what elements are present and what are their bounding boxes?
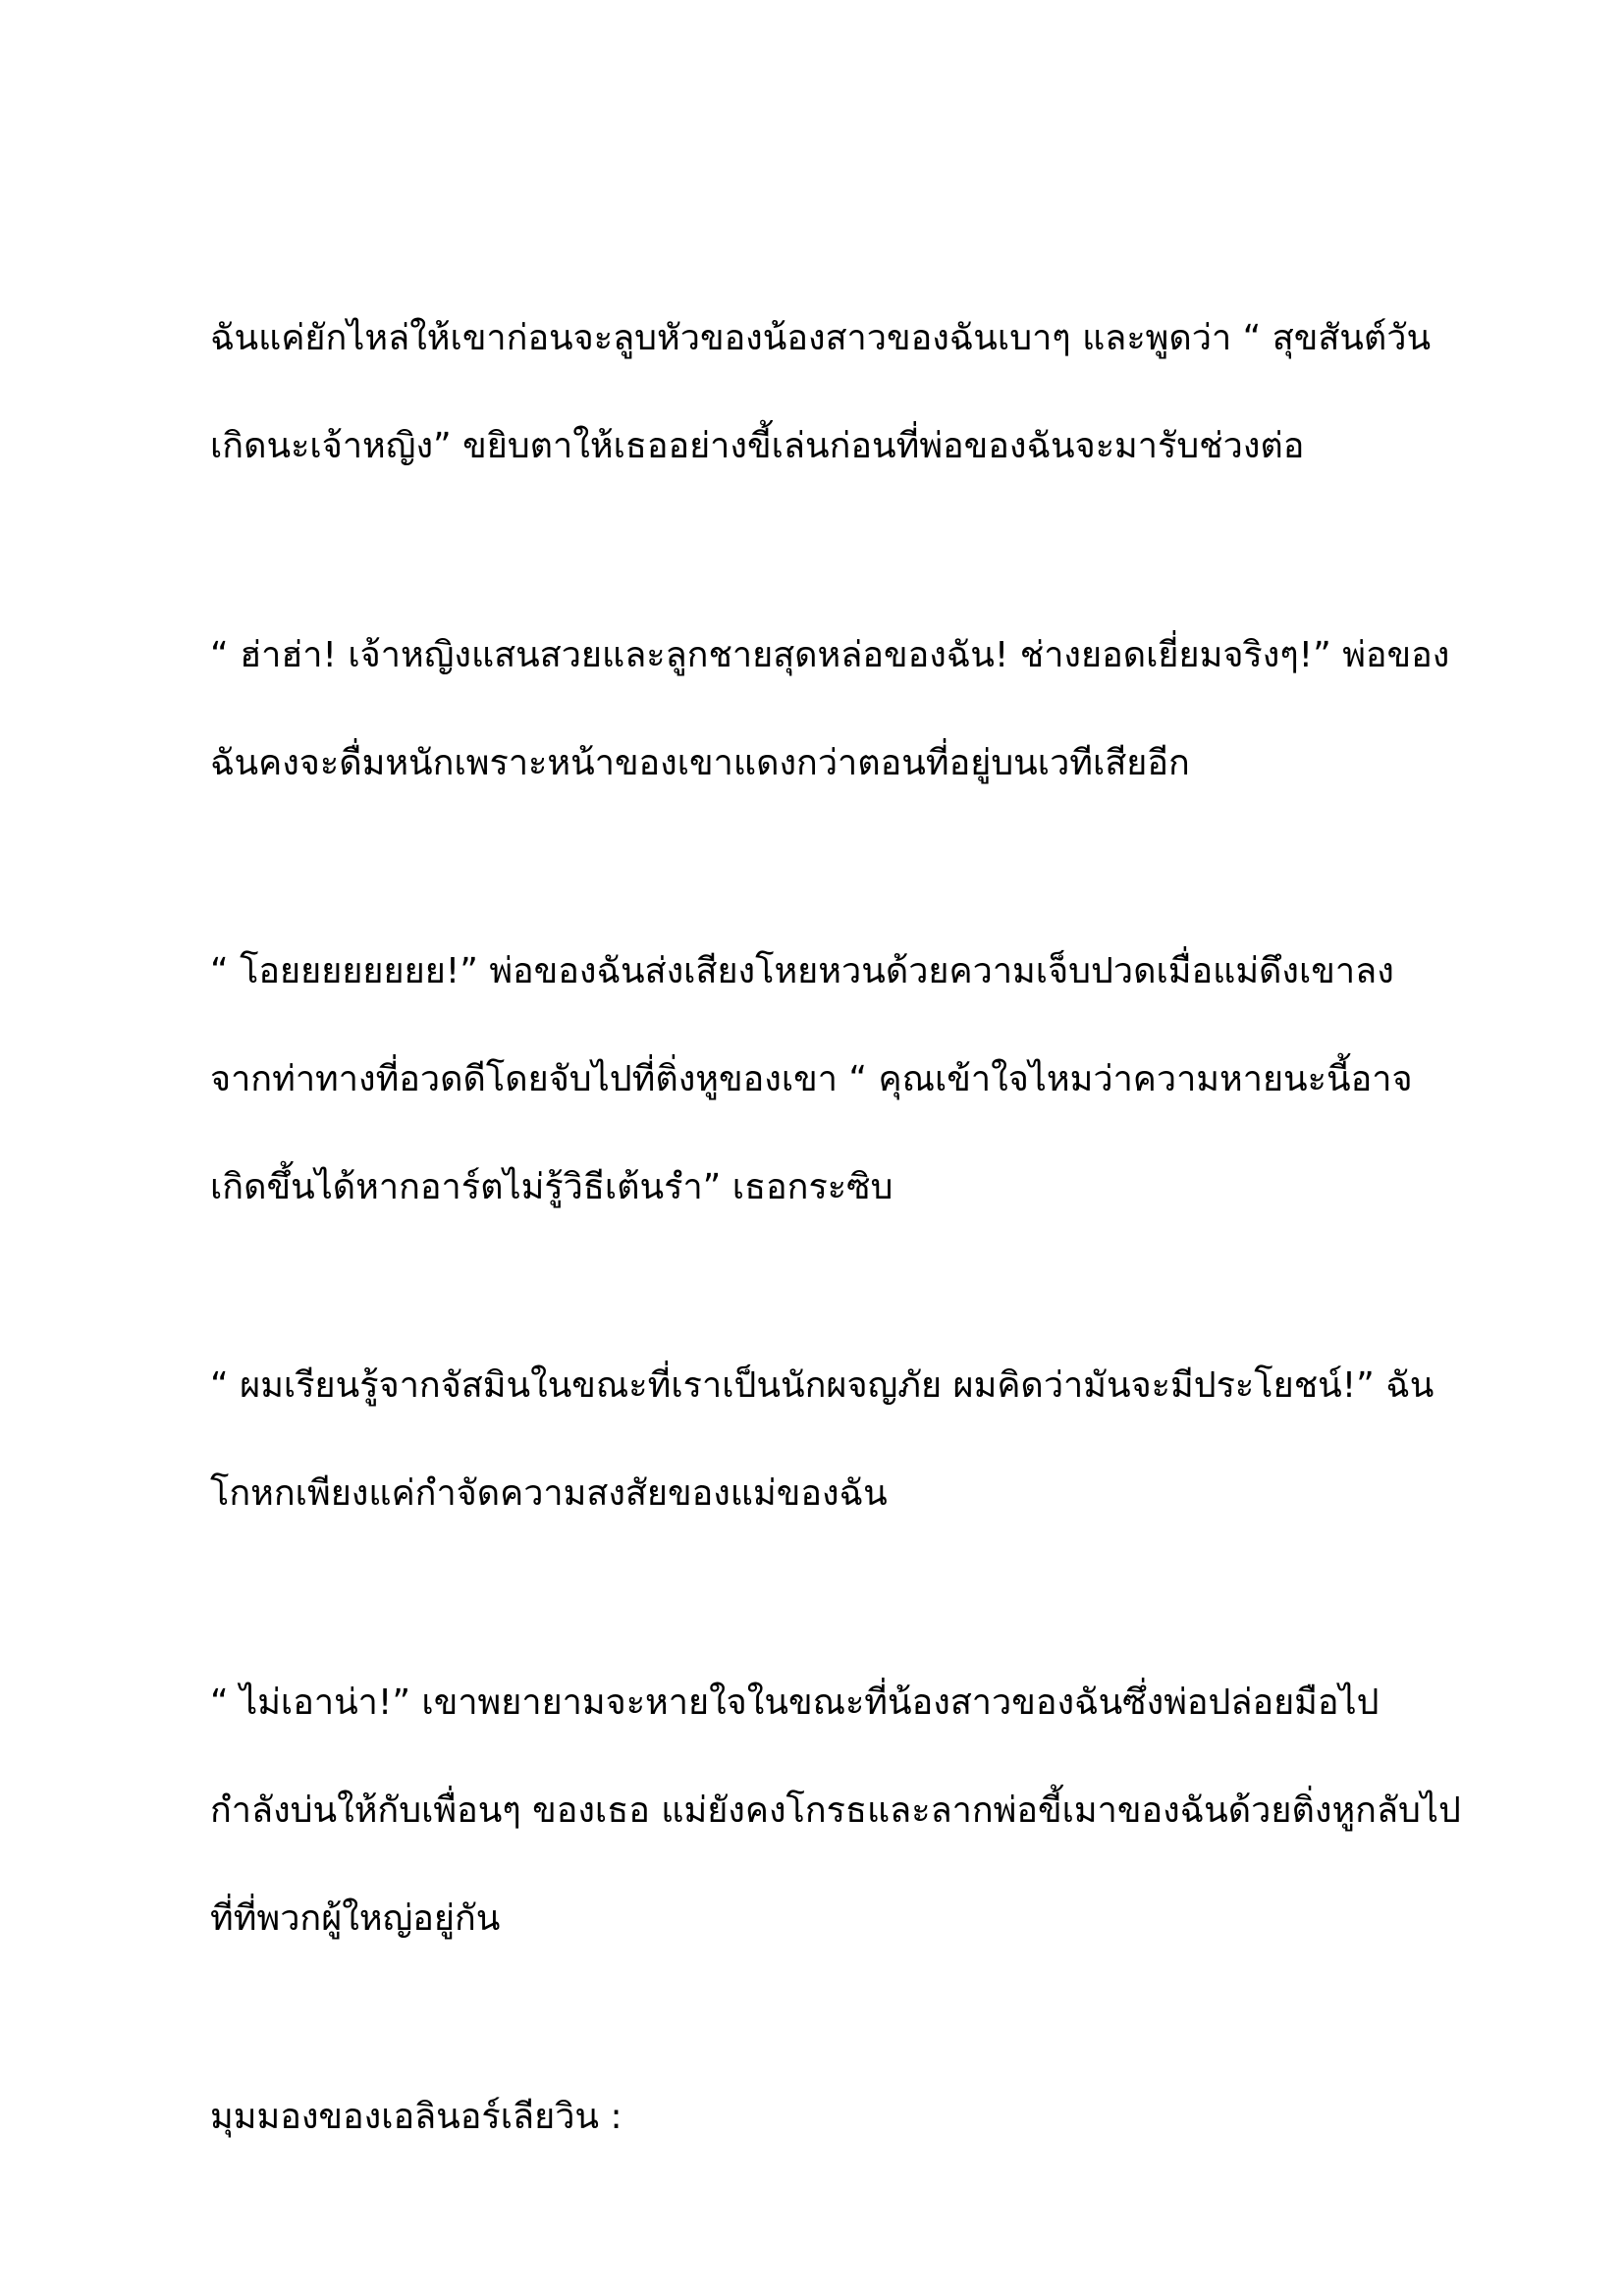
paragraph-5: [210, 1649, 1461, 1973]
paragraph-line: ฉันคงจะดื่มหนักเพราะหน้าของเขาแดงกว่าตอนที่อยู่บนเวทีเสียอีก: [210, 743, 1190, 783]
paragraph-line: “ ฮ่าฮ่า! เจ้าหญิงแสนสวยและลูกชายสุดหล่อของฉัน! ช่างยอดเยี่ยมจริงๆ!” พ่อของ: [210, 635, 1450, 675]
heading-line: มุมมองของเอลินอร์เลียวิน :: [210, 2097, 623, 2137]
paragraph-1: [210, 285, 1437, 501]
paragraph-line: “ ไม่เอาน่า!” เขาพยายามจะหายใจในขณะที่น้องสาวของฉันซึ่งพ่อปล่อยมือไป: [210, 1682, 1380, 1723]
paragraph-line: ฉันแค่ยักไหล่ให้เขาก่อนจะลูบหัวของน้องสาวของฉันเบาๆ และพูดว่า “ สุขสันต์วัน: [210, 318, 1432, 358]
paragraph-4: [210, 1332, 1437, 1548]
paragraph-line: โกหกเพียงแค่กำจัดความสงสัยของแม่ของฉัน: [210, 1473, 888, 1514]
paragraph-line: “ โอยยยยยยยย!” พ่อของฉันส่งเสียงโหยหวนด้วยความเจ็บปวดเมื่อแม่ดึงเขาลง: [210, 951, 1394, 991]
paragraph-3: [210, 918, 1437, 1242]
paragraph-line: จากท่าทางที่อวดดีโดยจับไปที่ติ่งหูของเขา “ คุณเข้าใจไหมว่าความหายนะนี้อาจ: [210, 1059, 1413, 1099]
paragraph-line: เกิดขึ้นได้หากอาร์ตไม่รู้วิธีเต้นรำ” เธอกระซิบ: [210, 1167, 893, 1207]
paragraph-2: [210, 602, 1450, 818]
paragraph-line: กำลังบ่นให้กับเพื่อนๆ ของเธอ แม่ยังคงโกรธและลากพ่อขี้เมาของฉันด้วยติ่งหูกลับไป: [210, 1790, 1461, 1831]
section-heading: [210, 2063, 1437, 2171]
paragraph-line: ที่ที่พวกผู้ใหญ่อยู่กัน: [210, 1898, 501, 1939]
paragraph-line: “ ผมเรียนรู้จากจัสมินในขณะที่เราเป็นนักผจญภัย ผมคิดว่ามันจะมีประโยชน์!” ฉัน: [210, 1365, 1435, 1406]
paragraph-line: เกิดนะเจ้าหญิง” ขยิบตาให้เธออย่างขี้เล่นก่อนที่พ่อของฉันจะมารับช่วงต่อ: [210, 426, 1305, 466]
